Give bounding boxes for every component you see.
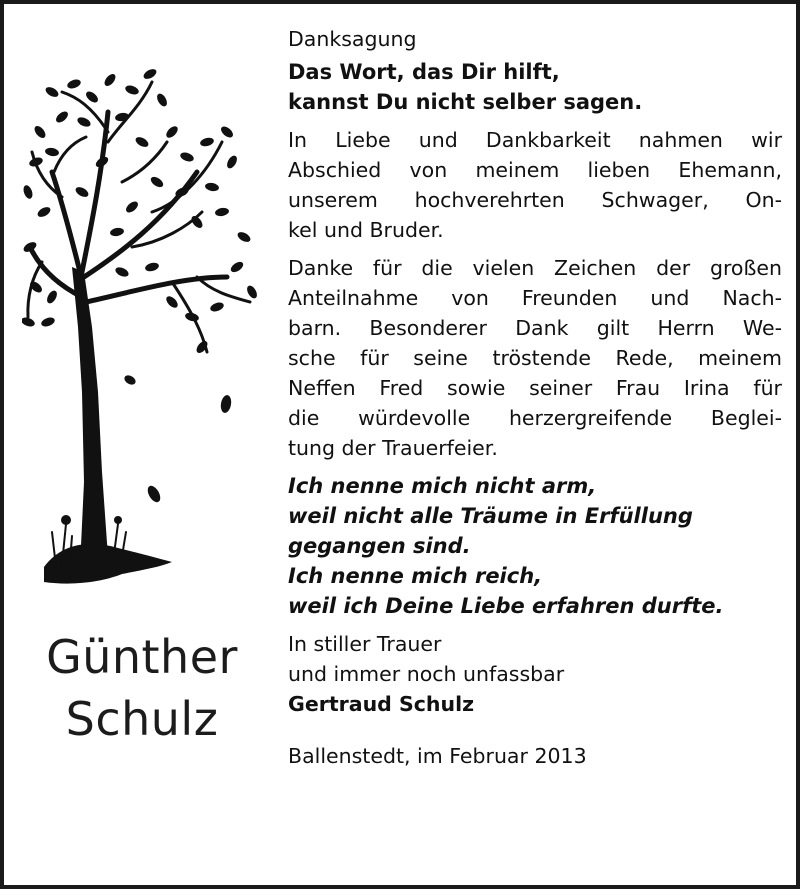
paragraph-line: unserem hochverehrten Schwager, On- — [288, 188, 782, 212]
quote-line: gegangen sind. — [288, 534, 471, 558]
place-date: Ballenstedt, im Februar 2013 — [288, 744, 587, 768]
quote-line: Ich nenne mich nicht arm, — [288, 474, 597, 498]
paragraph-line: Neffen Fred sowie seiner Frau Irina für — [288, 376, 782, 400]
deceased-first-name: Günther — [46, 630, 238, 684]
quote-line: Ich nenne mich reich, — [288, 564, 543, 588]
motto-line: Das Wort, das Dir hilft, — [288, 60, 560, 84]
gratitude-paragraph — [288, 253, 782, 463]
deceased-last-name: Schulz — [65, 692, 219, 746]
quote — [288, 471, 782, 621]
quote-line: weil ich Deine Liebe erfahren durfte. — [288, 594, 724, 618]
quote-line: weil nicht alle Träume in Erfüllung — [288, 504, 693, 528]
notice-text — [288, 24, 782, 771]
notice-heading: Danksagung — [288, 27, 417, 51]
paragraph-line: Danke für die vielen Zeichen der großen — [288, 256, 782, 280]
paragraph-line: tung der Trauerfeier. — [288, 436, 498, 460]
signature: Gertraud Schulz — [288, 692, 475, 716]
paragraph-line: sche für seine tröstende Rede, meinem — [288, 346, 782, 370]
paragraph-line: barn. Besonderer Dank gilt Herrn We- — [288, 316, 782, 340]
closing-line: und immer noch unfassbar — [288, 662, 565, 686]
paragraph-line: kel und Bruder. — [288, 218, 444, 242]
paragraph-line: Anteilnahme von Freunden und Nach- — [288, 286, 782, 310]
thanks-paragraph — [288, 125, 782, 245]
paragraph-line: die würdevolle herzergreifende Beglei- — [288, 406, 782, 430]
tree-silhouette-icon — [22, 62, 262, 602]
closing — [288, 629, 782, 719]
motto — [288, 57, 782, 117]
paragraph-line: In Liebe und Dankbarkeit nahmen wir — [288, 128, 782, 152]
paragraph-line: Abschied von meinem lieben Ehemann, — [288, 158, 782, 182]
motto-line: kannst Du nicht selber sagen. — [288, 90, 643, 114]
closing-line: In stiller Trauer — [288, 632, 442, 656]
